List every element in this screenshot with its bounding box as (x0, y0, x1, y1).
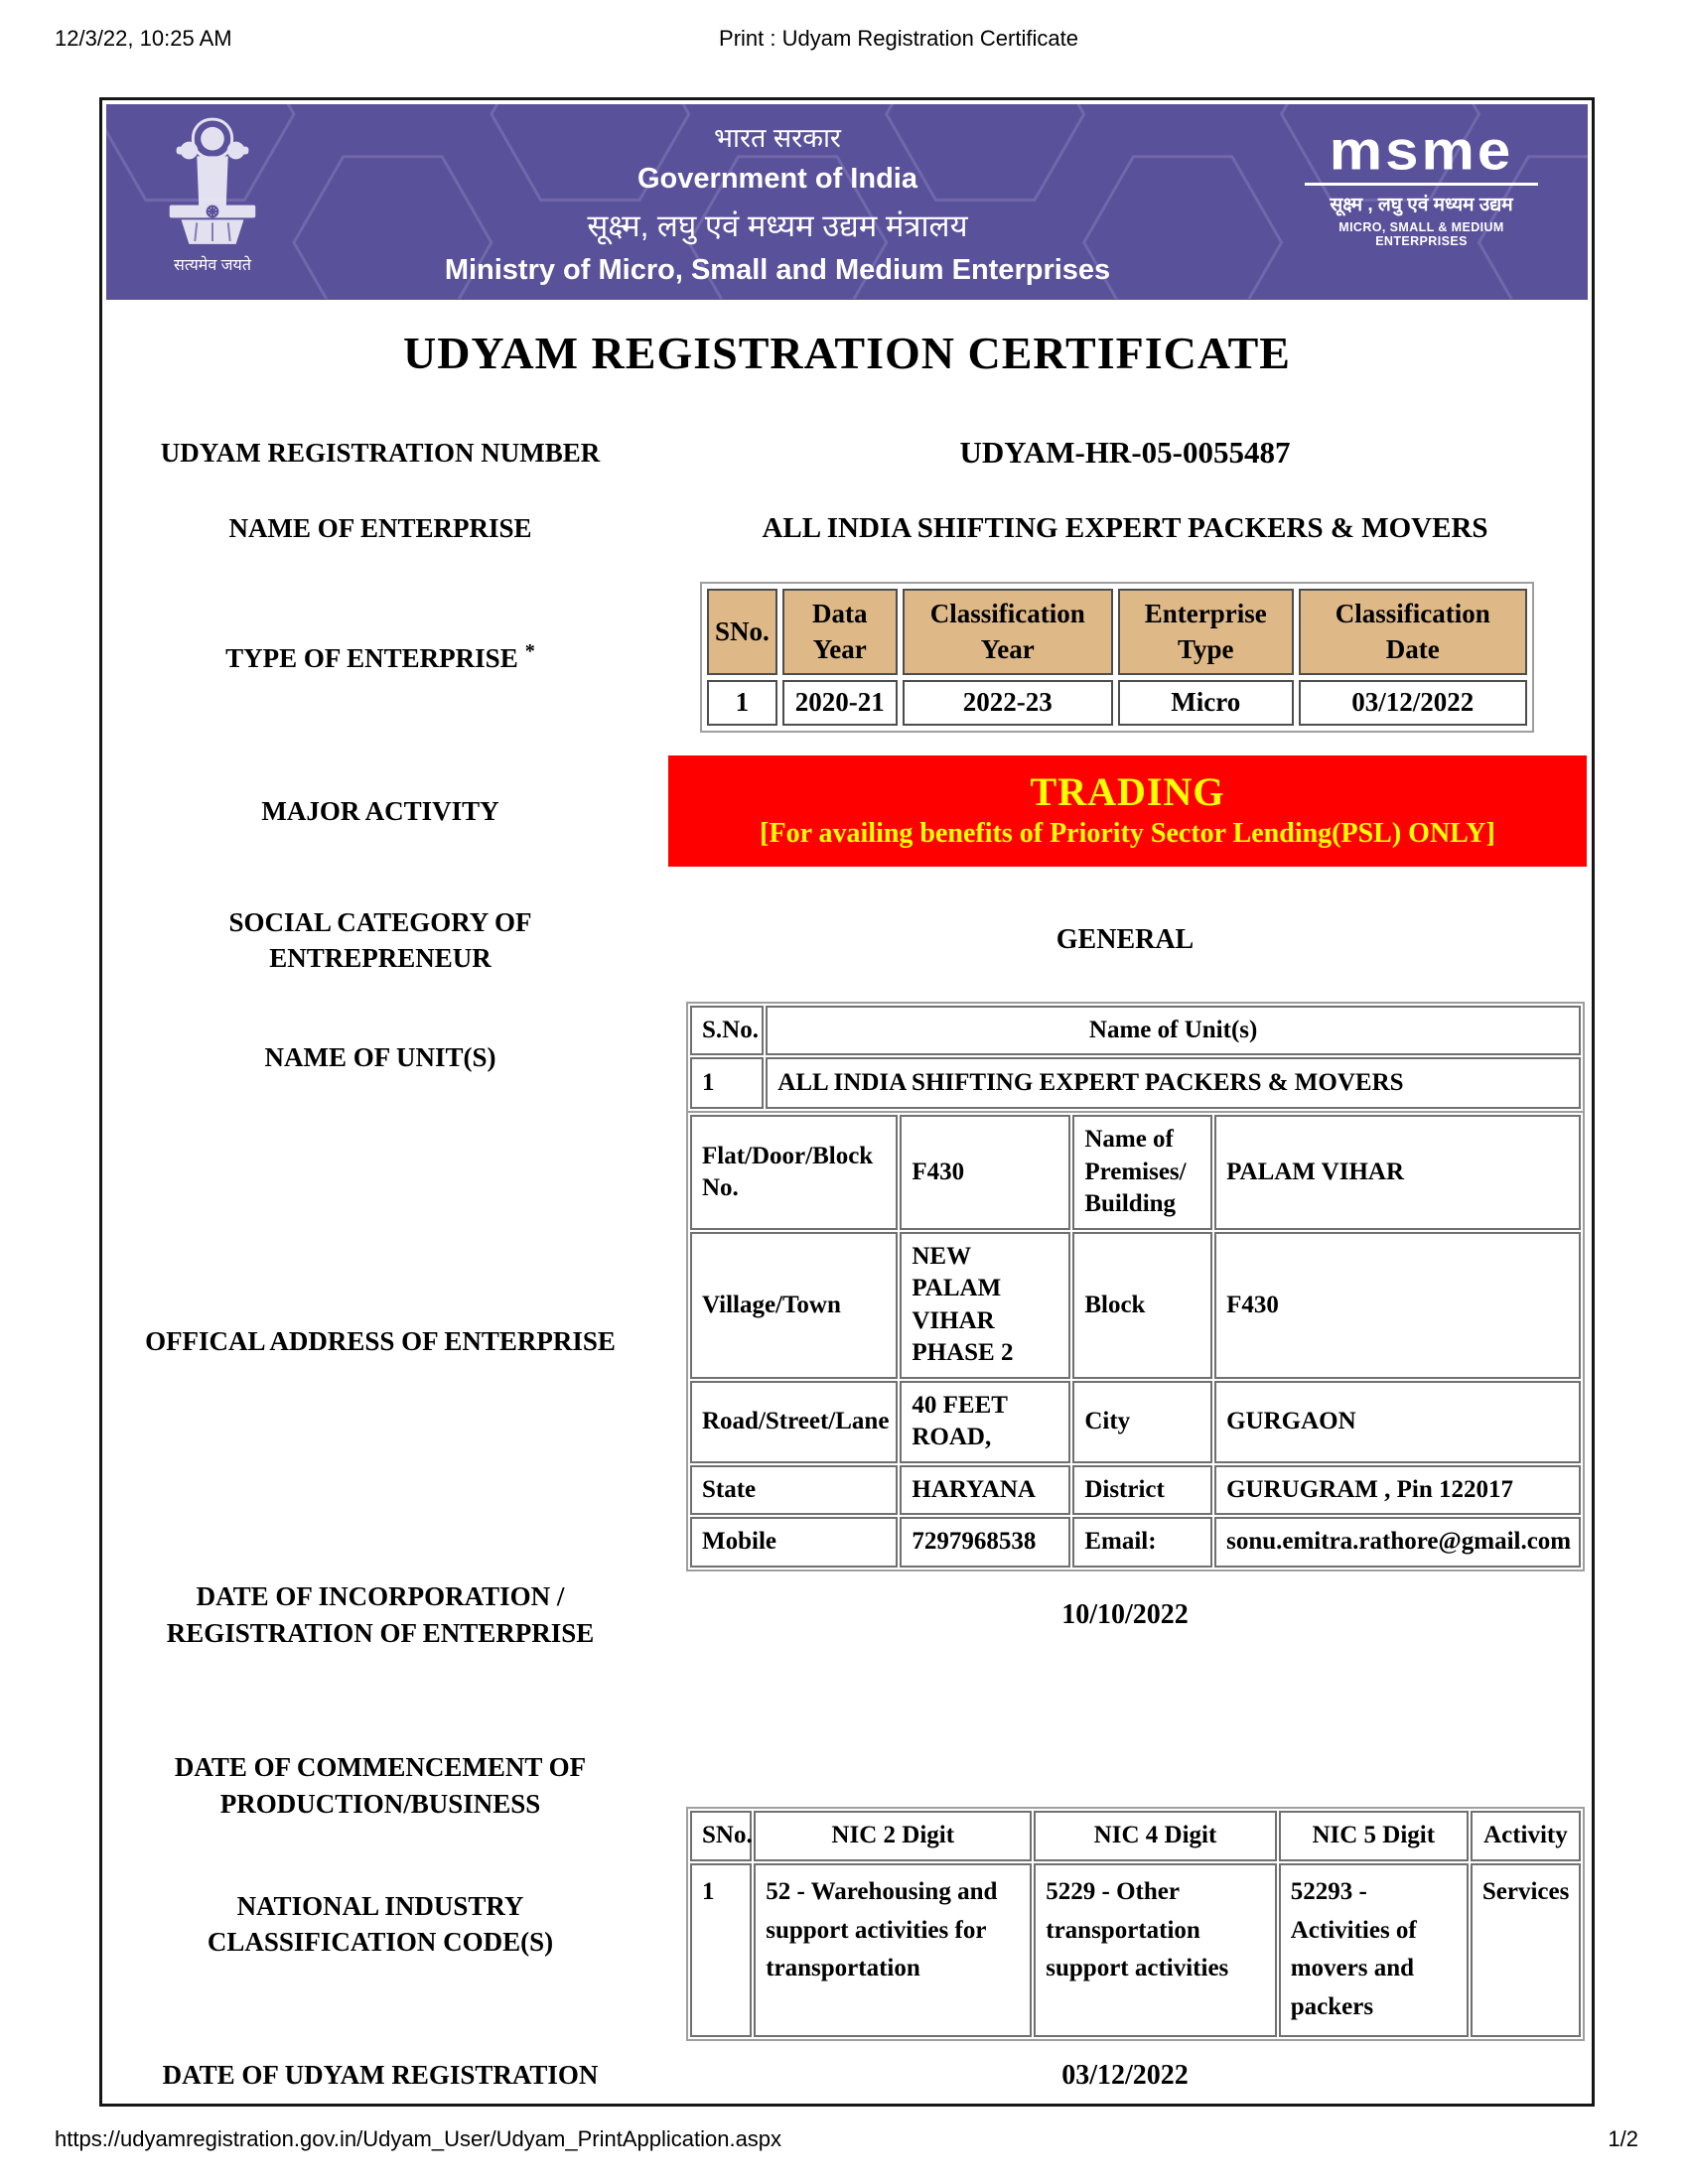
ministry-title-hindi: सूक्ष्म, लघु एवं मध्यम उद्यम मंत्रालय (587, 208, 968, 243)
nic-table-header: NIC 2 Digit (754, 1811, 1032, 1861)
address-cell-value: F430 (900, 1115, 1070, 1230)
msme-logo-divider (1305, 183, 1538, 186)
emblem-motto: सत्यमेव जयते (174, 257, 251, 274)
certificate-title: UDYAM REGISTRATION CERTIFICATE (402, 328, 1291, 378)
government-title-hindi: भारत सरकार (714, 123, 841, 153)
type-table-cell: Micro (1118, 680, 1294, 726)
address-cell-value: F430 (1214, 1232, 1581, 1379)
type-table-header: Classification Year (903, 589, 1113, 674)
print-footer-page-indicator: 1/2 (1608, 2126, 1638, 2151)
type-table-cell: 1 (707, 680, 777, 726)
address-table-row (690, 1465, 1581, 1516)
print-header-datetime: 12/3/22, 10:25 AM (55, 26, 232, 51)
units-table-row (690, 1057, 1581, 1109)
address-table (686, 1111, 1585, 1571)
field-row-enterprise-name (102, 499, 1592, 557)
address-cell-label: Mobile (690, 1517, 898, 1568)
enterprise-name-value: ALL INDIA SHIFTING EXPERT PACKERS & MOVERS (762, 511, 1488, 544)
gov-banner (106, 104, 1588, 300)
registration-number-label: UDYAM REGISTRATION NUMBER (160, 437, 601, 468)
social-category-label: SOCIAL CATEGORY OF ENTREPRENEUR (228, 906, 532, 973)
type-table-cell: 2022-23 (903, 680, 1113, 726)
units-table-header: Name of Unit(s) (766, 1006, 1581, 1056)
nic-table-cell: 5229 - Other transportation support activities (1034, 1863, 1276, 2037)
units-table-cell: ALL INDIA SHIFTING EXPERT PACKERS & MOVERS (766, 1057, 1581, 1109)
address-table-row (690, 1232, 1581, 1379)
type-table-header: Classification Date (1299, 589, 1527, 674)
udyam-date-label: DATE OF UDYAM REGISTRATION (162, 2060, 599, 2091)
address-cell-value: 7297968538 (900, 1517, 1070, 1568)
nic-table-header: Activity (1471, 1811, 1581, 1861)
type-table-cell: 2020-21 (782, 680, 898, 726)
nic-table-header: NIC 5 Digit (1279, 1811, 1469, 1861)
social-category-value: GENERAL (1055, 924, 1195, 955)
address-label: OFFICAL ADDRESS OF ENTERPRISE (145, 1325, 616, 1356)
address-cell-label: State (690, 1465, 898, 1516)
commencement-date-label: DATE OF COMMENCEMENT OF PRODUCTION/BUSINESS (174, 1752, 587, 1819)
incorporation-date-value: 10/10/2022 (1061, 1598, 1189, 1630)
asterisk-mark: * (524, 639, 535, 662)
ministry-title-english: Ministry of Micro, Small and Medium Enterprises (444, 254, 1111, 286)
enterprise-name-label: NAME OF ENTERPRISE (228, 512, 532, 543)
address-table-row (690, 1115, 1581, 1230)
field-row-incorporation-date (102, 1568, 1592, 1662)
print-footer-url: https://udyamregistration.gov.in/Udyam_User/Udyam_PrintApplication.aspx (55, 2126, 782, 2151)
address-cell-label: District (1072, 1465, 1212, 1516)
major-activity-banner (668, 755, 1587, 867)
units-label: NAME OF UNIT(S) (264, 1041, 496, 1072)
nic-codes-label: NATIONAL INDUSTRY CLASSIFICATION CODE(S) (207, 1890, 554, 1957)
nic-table-cell: 1 (690, 1863, 752, 2037)
type-table-cell: 03/12/2022 (1299, 680, 1527, 726)
type-table-row (707, 680, 1527, 726)
address-cell-value: GURGAON (1214, 1381, 1581, 1463)
address-cell-label: Email: (1072, 1517, 1212, 1568)
msme-logo-word: msme (1329, 119, 1514, 182)
address-cell-label: Village/Town (690, 1232, 898, 1379)
field-row-major-activity (102, 748, 1592, 875)
udyam-date-value: 03/12/2022 (1061, 2059, 1189, 2091)
major-activity-value: TRADING (1030, 769, 1225, 814)
nic-table-cell: Services (1471, 1863, 1581, 2037)
type-table-header: Data Year (782, 589, 898, 674)
address-cell-label: Flat/Door/Block No. (690, 1115, 898, 1230)
ashoka-emblem-icon (138, 112, 287, 296)
certificate-page (99, 97, 1595, 2107)
registration-number-value: UDYAM-HR-05-0055487 (959, 435, 1291, 470)
major-activity-label: MAJOR ACTIVITY (261, 795, 499, 826)
nic-table-header: NIC 4 Digit (1034, 1811, 1276, 1861)
field-row-udyam-date (102, 2048, 1592, 2103)
nic-table-row (690, 1863, 1581, 2037)
nic-table-header: SNo. (690, 1811, 752, 1861)
incorporation-date-label: DATE OF INCORPORATION / REGISTRATION OF ENTERPRISE (166, 1581, 595, 1648)
units-table-header: S.No. (690, 1006, 764, 1056)
nic-table (686, 1807, 1585, 2041)
address-cell-value: sonu.emitra.rathore@gmail.com (1214, 1517, 1581, 1568)
units-table-cell: 1 (690, 1057, 764, 1109)
banner-titles (331, 118, 1224, 287)
address-table-row (690, 1381, 1581, 1463)
address-cell-value: PALAM VIHAR (1214, 1115, 1581, 1230)
field-row-enterprise-type (102, 589, 1592, 726)
msme-logo-subtitle-english: MICRO, SMALL & MEDIUM ENTERPRISES (1338, 220, 1504, 248)
units-table (686, 1002, 1585, 1114)
address-cell-value: 40 FEET ROAD, (900, 1381, 1070, 1463)
field-row-nic-codes (102, 1800, 1592, 2048)
address-table-row (690, 1517, 1581, 1568)
address-cell-value: GURUGRAM , Pin 122017 (1214, 1465, 1581, 1516)
nic-table-cell: 52 - Warehousing and support activities for transportation (754, 1863, 1032, 2037)
field-row-units (102, 1002, 1592, 1113)
msme-logo-subtitle-hindi: सूक्ष्म , लघु एवं मध्यम उद्यम (1330, 195, 1513, 215)
government-title-english: Government of India (637, 163, 917, 195)
address-cell-value: NEW PALAM VIHAR PHASE 2 (900, 1232, 1070, 1379)
address-cell-label: Road/Street/Lane (690, 1381, 898, 1463)
address-cell-value: HARYANA (900, 1465, 1070, 1516)
type-table-header: SNo. (707, 589, 777, 674)
nic-table-cell: 52293 - Activities of movers and packers (1279, 1863, 1469, 2037)
field-row-registration-number (102, 423, 1592, 482)
enterprise-type-table (700, 582, 1534, 732)
field-row-address (102, 1126, 1592, 1556)
address-cell-label: City (1072, 1381, 1212, 1463)
major-activity-note: [For availing benefits of Priority Sector Lending(PSL) ONLY] (760, 818, 1495, 849)
field-row-social-category (102, 890, 1592, 990)
type-table-header: Enterprise Type (1118, 589, 1294, 674)
address-cell-label: Block (1072, 1232, 1212, 1379)
enterprise-type-label: TYPE OF ENTERPRISE * (225, 639, 535, 673)
address-cell-label: Name of Premises/ Building (1072, 1115, 1212, 1230)
msme-logo (1295, 119, 1548, 248)
print-header-title: Print : Udyam Registration Certificate (719, 26, 1078, 51)
